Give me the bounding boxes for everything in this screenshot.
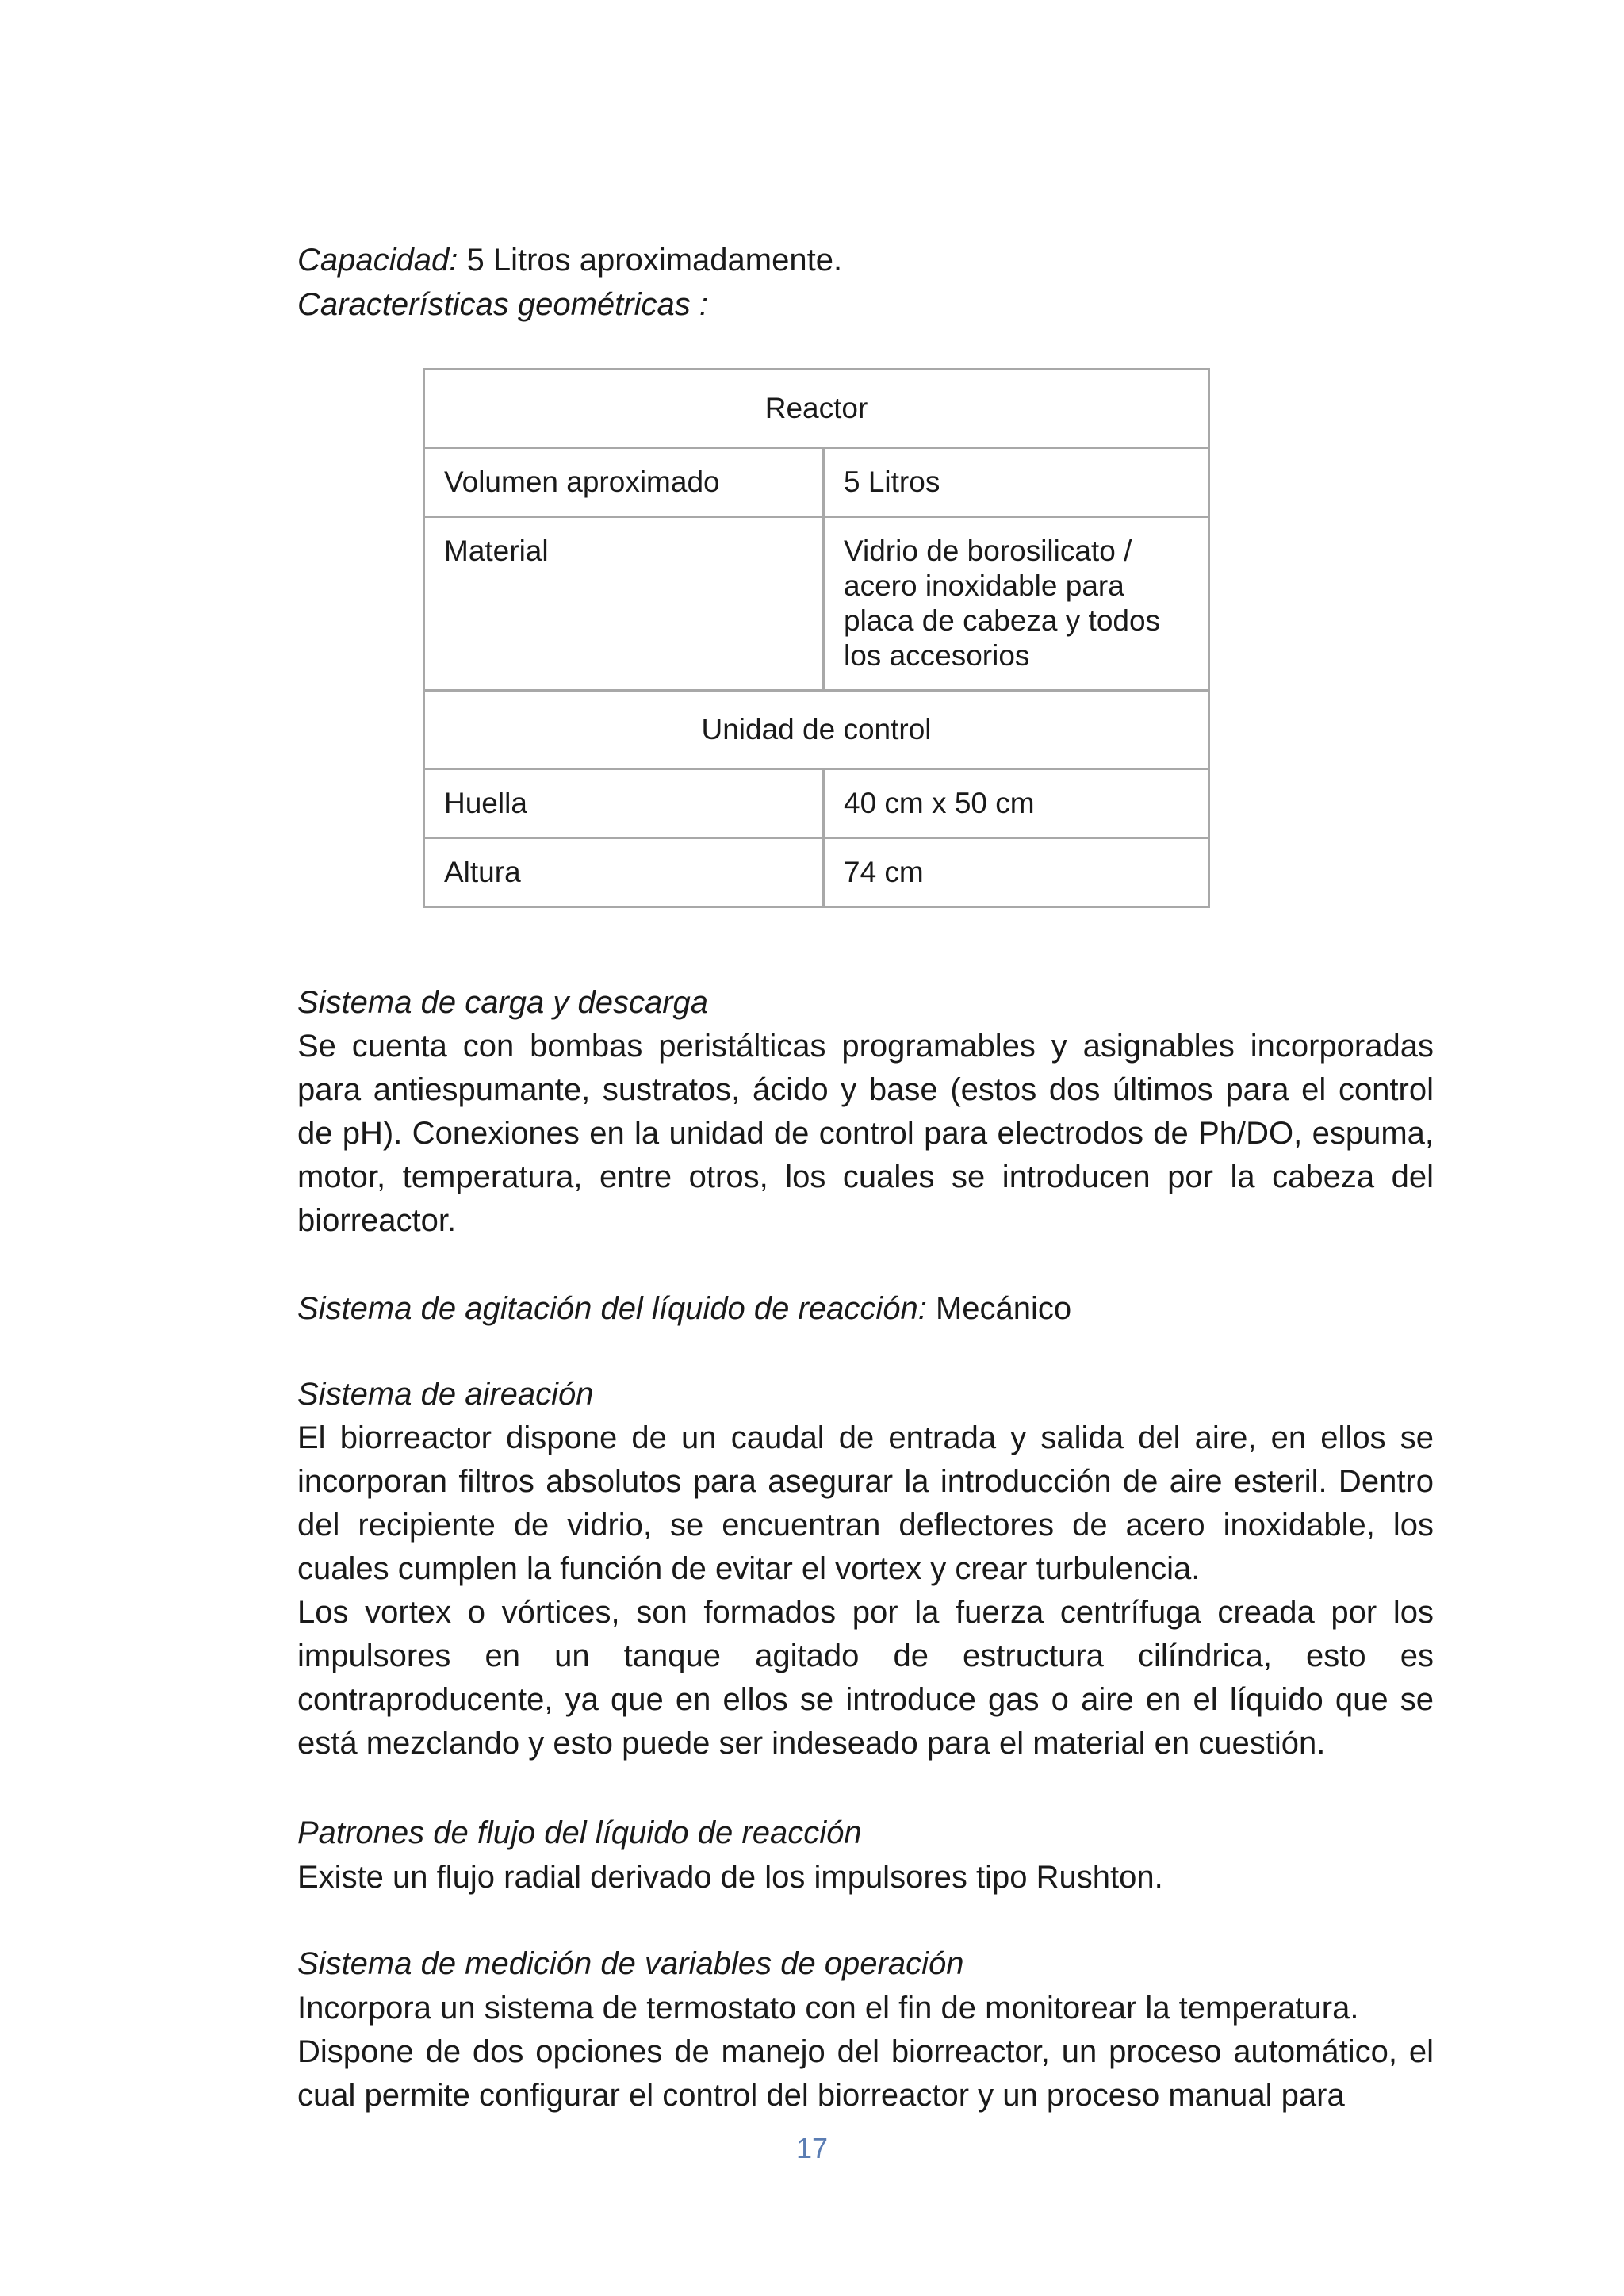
section-flujo bbox=[297, 1811, 1434, 1899]
agitacion-value: Mecánico bbox=[926, 1291, 1072, 1326]
capacity-value: 5 Litros aproximadamente. bbox=[458, 243, 843, 278]
intro-block bbox=[297, 238, 1434, 327]
section-body: Existe un flujo radial derivado de los impulsores tipo Rushton. bbox=[297, 1860, 1163, 1895]
section-title: Sistema de medición de variables de operación bbox=[297, 1946, 964, 1981]
table-cell-label: Volumen aproximado bbox=[424, 448, 824, 517]
agitacion-line bbox=[297, 1286, 1434, 1331]
specs-table bbox=[423, 368, 1210, 908]
table-cell-label: Material bbox=[424, 517, 824, 691]
table-cell-label: Altura bbox=[424, 838, 824, 907]
section-agitacion bbox=[297, 1286, 1434, 1331]
table-row bbox=[424, 448, 1209, 517]
table-cell-value: 74 cm bbox=[824, 838, 1209, 907]
table-cell-label: Huella bbox=[424, 769, 824, 838]
section-body: Se cuenta con bombas peristálticas programables y asignables incorporadas para antiespumante, sustratos, ácido y base (estos dos últimos para el control de pH). Conexiones en la unidad de control para electrodos de Ph/DO, espuma, motor, temperatura, entre otros, los cuales se introducen por la cabeza del biorreactor. bbox=[297, 1029, 1434, 1238]
section-body: Los vortex o vórtices, son formados por la fuerza centrífuga creada por los impulsores en un tanque agitado de estructura cilíndrica, esto es contraproducente, ya que en ellos se introduce gas o aire en el líquido que se está mezclando y esto puede ser indeseado para el material en cuestión. bbox=[297, 1595, 1434, 1761]
section-title: Patrones de flujo del líquido de reacción bbox=[297, 1815, 862, 1850]
capacity-label: Capacidad: bbox=[297, 243, 458, 278]
table-row bbox=[424, 517, 1209, 691]
table-row bbox=[424, 691, 1209, 769]
section-body: El biorreactor dispone de un caudal de entrada y salida del aire, en ellos se incorporan filtros absolutos para asegurar la introducción de aire esteril. Dentro del recipiente de vidrio, se encuentran deflectores de acero inoxidable, los cuales cumplen la función de evitar el vortex y crear turbulencia. bbox=[297, 1420, 1434, 1586]
section-aireacion bbox=[297, 1372, 1434, 1765]
control-header: Unidad de control bbox=[424, 691, 1209, 769]
section-title: Sistema de agitación del líquido de reacción: bbox=[297, 1291, 927, 1326]
reactor-header: Reactor bbox=[424, 370, 1209, 448]
section-medicion bbox=[297, 1941, 1434, 2118]
section-title: Sistema de carga y descarga bbox=[297, 985, 709, 1020]
page-number: 17 bbox=[795, 2132, 829, 2164]
geometry-label: Características geométricas : bbox=[297, 287, 708, 322]
table-cell-value: Vidrio de borosilicato / acero inoxidable para placa de cabeza y todos los accesorios bbox=[824, 517, 1209, 691]
section-carga bbox=[297, 980, 1434, 1243]
section-title: Sistema de aireación bbox=[297, 1377, 594, 1412]
capacity-line bbox=[297, 238, 1434, 282]
table-cell-value: 5 Litros bbox=[824, 448, 1209, 517]
table-row bbox=[424, 838, 1209, 907]
table-cell-value: 40 cm x 50 cm bbox=[824, 769, 1209, 838]
table-row bbox=[424, 370, 1209, 448]
section-body: Incorpora un sistema de termostato con el fin de monitorear la temperatura. bbox=[297, 1991, 1359, 2026]
section-body: Dispone de dos opciones de manejo del biorreactor, un proceso automático, el cual permite configurar el control del biorreactor y un proceso manual para bbox=[297, 2034, 1434, 2113]
table-row bbox=[424, 769, 1209, 838]
